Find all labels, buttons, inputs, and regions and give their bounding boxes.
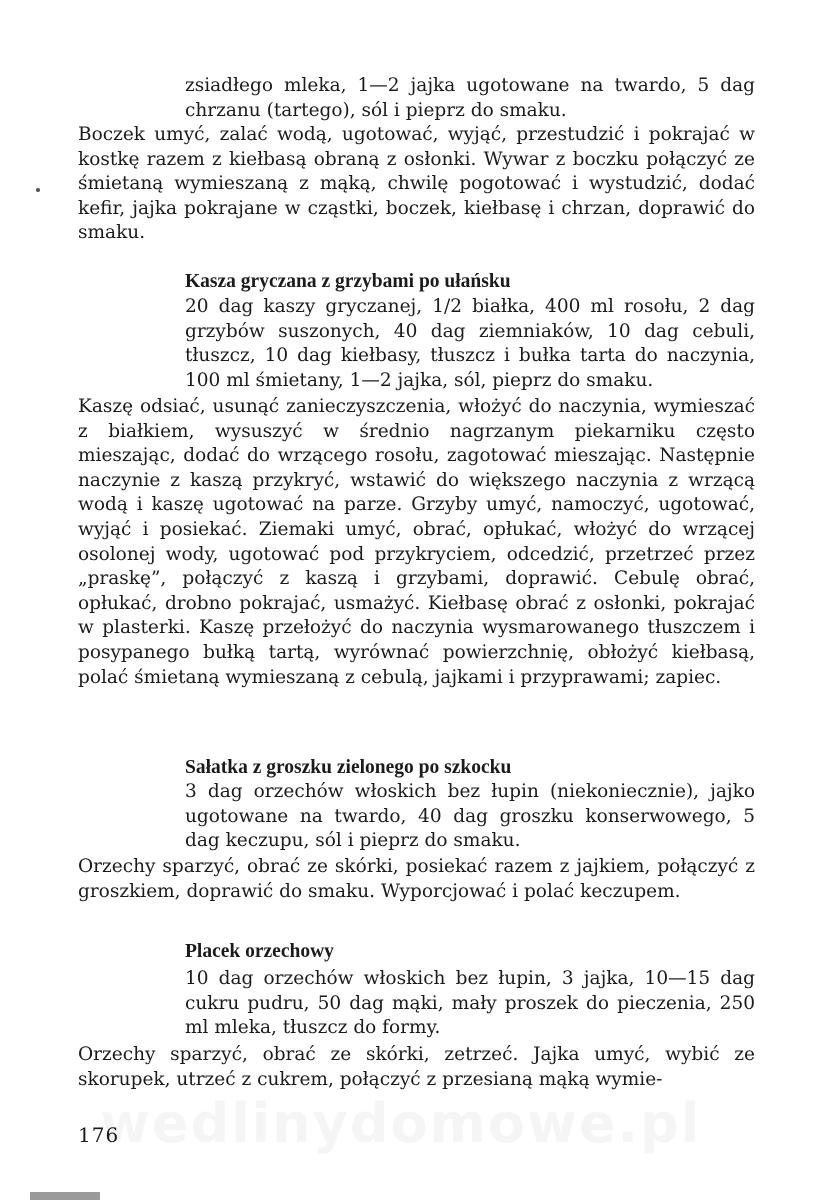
recipe-instructions-salatka: Orzechy sparzyć, obrać ze skórki, posiekać razem z jajkiem, połączyć z groszkiem, doprawić do smaku. Wyporcjować i polać keczupem. (78, 856, 755, 902)
recipe-ingredients-kasza: 20 dag kaszy gryczanej, 1/2 białka, 400 ml rosołu, 2 dag grzybów suszonych, 40 dag ziemniaków, 10 dag cebuli, tłuszcz, 10 dag kiełbasy, tłuszcz i bułka tarta do naczynia, 100 ml śmietany, 1—2 jajka, sól, pieprz do smaku. (185, 296, 755, 391)
recipe-ingredients-placek: 10 dag orzechów włoskich bez łupin, 3 jajka, 10—15 dag cukru pudru, 50 dag mąki, mały proszek do pieczenia, 250 ml mleka, tłuszcz do formy. (185, 968, 755, 1039)
recipe-title-kasza: Kasza gryczana z grzybami po ułańsku (185, 271, 511, 292)
scan-edge-mark (30, 1192, 100, 1200)
margin-dot (36, 188, 40, 192)
recipe-instructions-placek: Orzechy sparzyć, obrać ze skórki, zetrzeć. Jajka umyć, wybić ze skorupek, utrzeć z cukrem, połączyć z przesianą mąką wymie- (78, 1044, 755, 1090)
recipe-instructions-kasza: Kaszę odsiać, usunąć zanieczyszczenia, włożyć do naczynia, wymieszać z białkiem, wysuszyć w średnio nagrzanym piekarniku często mieszając, dodać do wrzącego rosołu, zagotować mieszając. Następnie naczynie z kaszą przykryć, wstawić do większego naczynia z wrzącą wodą i kaszę ugotować na parze. Grzyby umyć, namoczyć, ugotować, wyjąć i posiekać. Ziemaki umyć, obrać, opłukać, włożyć do wrzącej osolonej wody, ugotować pod przykryciem, odcedzić, przetrzeć przez „praskę”, połączyć z kaszą i grzybami, doprawić. Cebulę obrać, opłukać, drobno pokrajać, usmażyć. Kiełbasę obrać z osłonki, pokrajać w plasterki. Kaszę przełożyć do naczynia wysmarowanego tłuszczem i posypanego bułką tartą, wyrównać powierzchnię, obłożyć kiełbasą, polać śmietaną wymieszaną z cebulą, jajkami i przyprawami; zapiec. (78, 396, 755, 688)
watermark (100, 1092, 740, 1155)
recipe-title-placek: Placek orzechowy (185, 941, 334, 962)
recipe-ingredients-salatka: 3 dag orzechów włoskich bez łupin (niekoniecznie), jajko ugotowane na twardo, 40 dag groszku konserwowego, 5 dag keczupu, sól i pieprz do smaku. (185, 781, 755, 852)
continued-instructions: Boczek umyć, zalać wodą, ugotować, wyjąć, przestudzić i pokrajać w kostkę razem z kiełbasą obraną z osłonki. Wywar z boczku połączyć ze śmietaną wymieszaną z mąką, chwilę pogotować i wystudzić, dodać kefir, jajka pokrajane w cząstki, boczek, kiełbasę i chrzan, doprawić do smaku. (78, 124, 755, 244)
recipe-title-salatka: Sałatka z groszku zielonego po szkocku (185, 757, 512, 778)
continued-ingredients: zsiadłego mleka, 1—2 jajka ugotowane na twardo, 5 dag chrzanu (tartego), sól i pieprz do smaku. (185, 75, 755, 121)
page-number: 176 (78, 1123, 120, 1147)
